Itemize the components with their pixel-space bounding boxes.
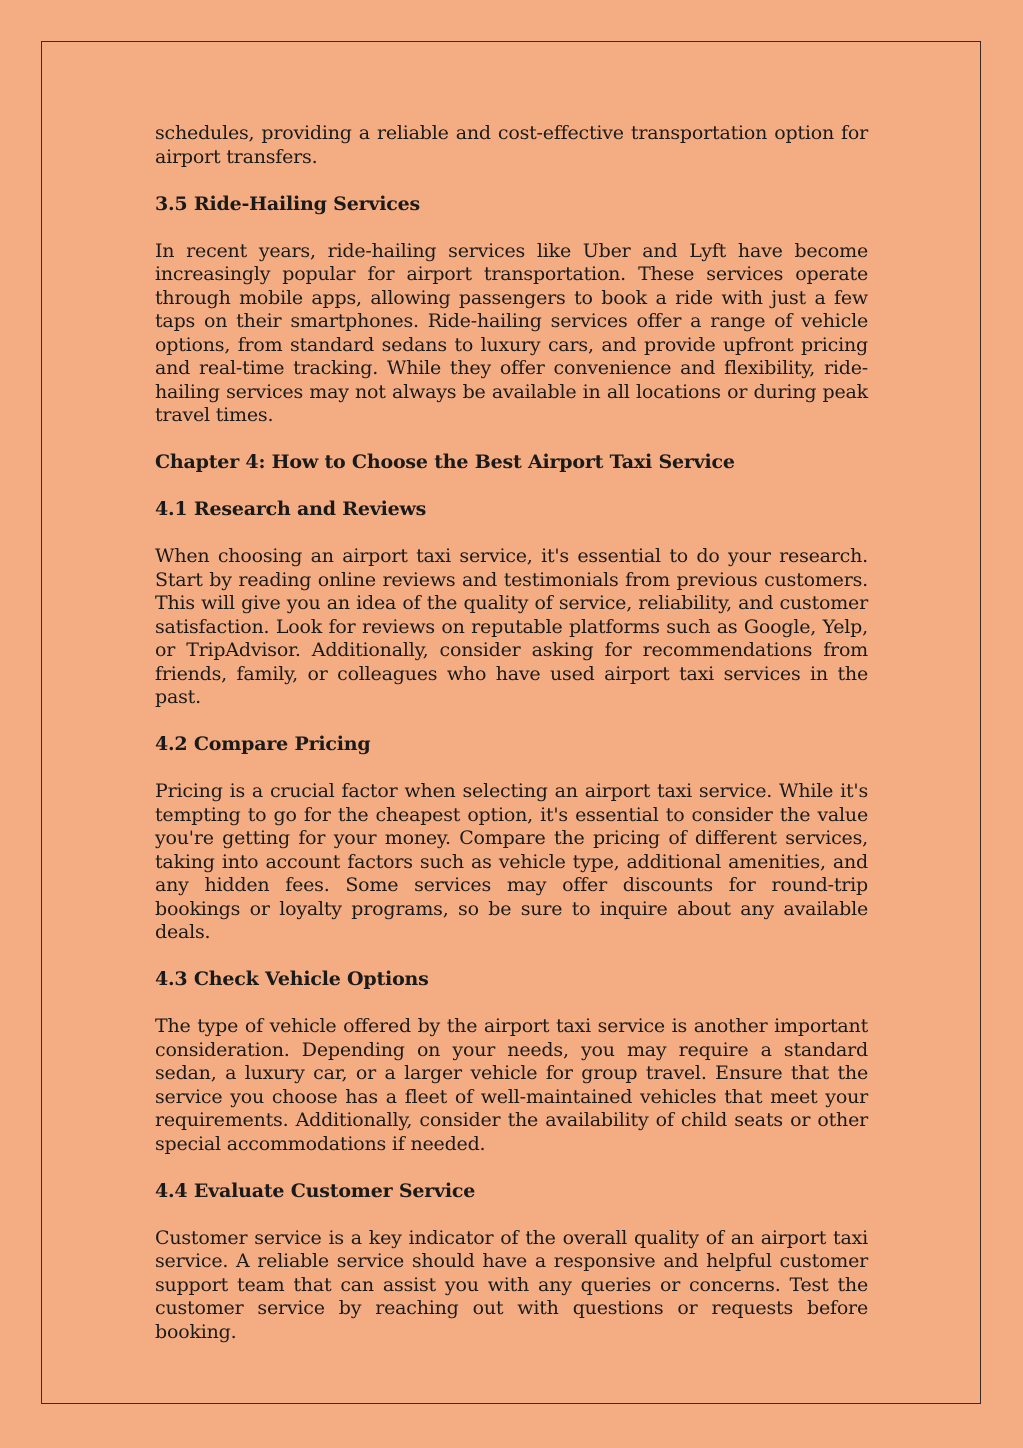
section-heading-3-5: 3.5 Ride-Hailing Services <box>155 192 420 215</box>
section-heading-4-4: 4.4 Evaluate Customer Service <box>155 1179 476 1202</box>
paragraph-research-reviews: When choosing an airport taxi service, it's essential to do your research. Start by reading online reviews and testimonials from previous customers. This will give you an idea of the quality of service, reliability, and customer satisfaction. Look for reviews on reputable platforms such as Google, Yelp, or TripAdvisor. Additionally, consider asking for recommendations from friends, family, or colleagues who have used airport taxi services in the past. <box>155 545 868 708</box>
paragraph-airport-shuttle-end: schedules, providing a reliable and cost-effective transportation option for airport transfers. <box>155 122 868 168</box>
chapter-heading-4: Chapter 4: How to Choose the Best Airport Taxi Service <box>155 451 735 473</box>
paragraph-ride-hailing: In recent years, ride-hailing services like Uber and Lyft have become increasingly popular for airport transportation. These services operate through mobile apps, allowing passengers to book a ride with just a few taps on their smartphones. Ride-hailing services offer a range of vehicle options, from standard sedans to luxury cars, and provide upfront pricing and real-time tracking. While they offer convenience and flexibility, ride-hailing services may not always be available in all locations or during peak travel times. <box>155 239 868 426</box>
document-body <box>155 122 868 1344</box>
section-heading-4-3: 4.3 Check Vehicle Options <box>155 968 429 990</box>
paragraph-vehicle-options: The type of vehicle offered by the airport taxi service is another important consideration. Depending on your needs, you may require a standard sedan, a luxury car, or a larger vehicle for group travel. Ensure that the service you choose has a fleet of well-maintained vehicles that meet your requirements. Additionally, consider the availability of child seats or other special accommodations if needed. <box>155 1015 868 1155</box>
section-heading-4-2: 4.2 Compare Pricing <box>155 733 371 755</box>
paragraph-customer-service: Customer service is a key indicator of the overall quality of an airport taxi service. A reliable service should have a responsive and helpful customer support team that can assist you with any queries or concerns. Test the customer service by reaching out with questions or requests before booking. <box>155 1226 868 1343</box>
section-heading-4-1: 4.1 Research and Reviews <box>155 498 427 520</box>
paragraph-compare-pricing: Pricing is a crucial factor when selecting an airport taxi service. While it's tempting to go for the cheapest option, it's essential to consider the value you're getting for your money. Compare the pricing of different services, taking into account factors such as vehicle type, additional amenities, and any hidden fees. Some services may offer discounts for round-trip bookings or loyalty programs, so be sure to inquire about any available deals. <box>155 780 868 943</box>
